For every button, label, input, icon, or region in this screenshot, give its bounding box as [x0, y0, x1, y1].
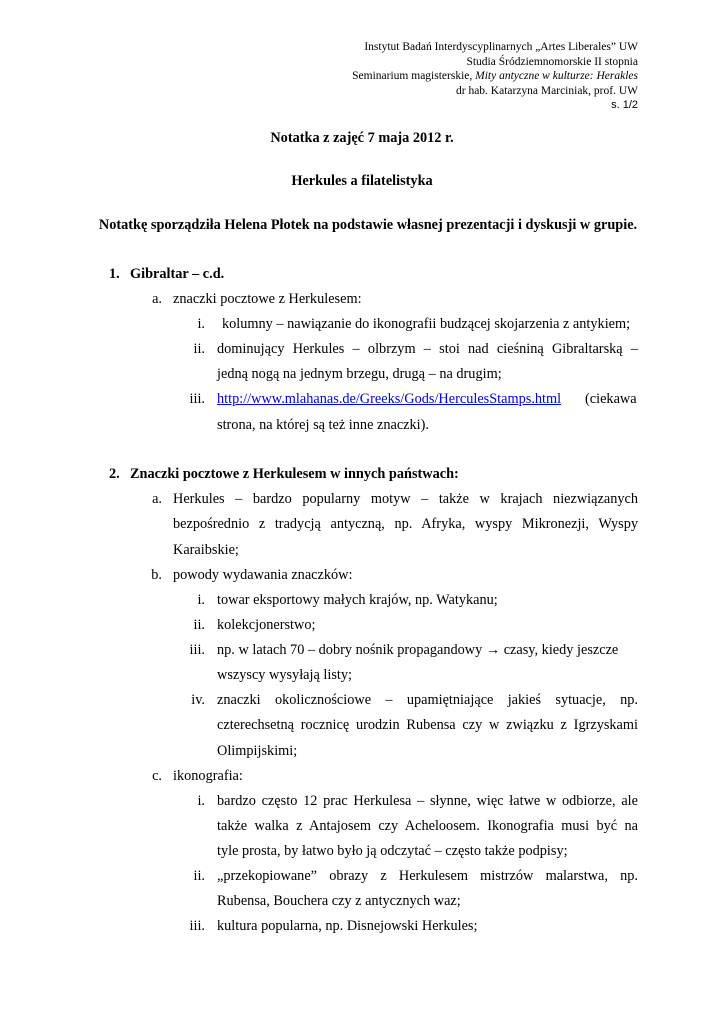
- author-line: Notatkę sporządziła Helena Płotek na podstawie własnej prezentacji i dyskusji w grupie.: [98, 217, 638, 233]
- s2-c-i-marker: i.: [197, 793, 205, 809]
- header-seminar-prefix: Seminarium magisterskie,: [352, 70, 476, 83]
- s2-c-i-line2: [217, 818, 638, 835]
- s1-i-text: kolumny – nawiązanie do ikonografii budzącej skojarzenia z antykiem;: [222, 316, 631, 332]
- topic-title: Herkules a filatelistyka: [291, 173, 433, 189]
- arrow-right-icon: →: [485, 642, 501, 658]
- section-1-title: Gibraltar – c.d.: [130, 266, 225, 282]
- section-1-heading: [109, 266, 224, 283]
- s1-iii-line2: strona, na której są też inne znaczki).: [217, 417, 429, 433]
- s2-b-ii-text: kolekcjonerstwo;: [217, 617, 316, 633]
- header-page-number: s. 1/2: [611, 99, 638, 112]
- s2-b-ii-marker: ii.: [193, 617, 205, 633]
- s2-b-iv-line1-text: znaczki okolicznościowe – upamiętniające jakieś sytuacje, np.: [217, 692, 638, 708]
- s2-b-iv-line1: [217, 692, 638, 709]
- s2-b-iii-marker: iii.: [189, 642, 205, 658]
- s1-ii-line1-text: dominujący Herkules – olbrzym – stoi nad cieśniną Gibraltarską –: [217, 341, 638, 357]
- s2-c-text: ikonografia:: [173, 768, 243, 784]
- header-seminar-title: Mity antyczne w kulturze: Herakles: [475, 70, 638, 83]
- s1-ii-line1: [217, 341, 638, 358]
- s2-c-i-line1-text: bardzo często 12 prac Herkulesa – słynne, więc łatwe w odbiorze, ale: [217, 793, 638, 809]
- note-title: Notatka z zajęć 7 maja 2012 r.: [270, 130, 454, 146]
- s1-a-text: znaczki pocztowe z Herkulesem:: [173, 291, 362, 307]
- s1-ii-marker: ii.: [193, 341, 205, 357]
- s2-b-marker: b.: [151, 567, 162, 583]
- s2-b-iii-line2: wszyscy wysyłają listy;: [217, 667, 353, 683]
- s2-b-text: powody wydawania znaczków:: [173, 567, 353, 583]
- header-institute: Instytut Badań Interdyscyplinarnych „Artes Liberales” UW: [364, 41, 638, 53]
- s1-a-marker: a.: [152, 291, 162, 307]
- s2-b-iv-line3: Olimpijskimi;: [217, 743, 298, 759]
- herculesstamps-link[interactable]: http://www.mlahanas.de/Greeks/Gods/HerculesStamps.html: [217, 391, 562, 407]
- s2-c-ii-line1: [217, 868, 638, 885]
- section-2-heading: [109, 466, 459, 483]
- header-seminar: [352, 69, 638, 84]
- s2-c-i-line1: [217, 793, 638, 810]
- s2-c-iii-text: kultura popularna, np. Disnejowski Herkules;: [217, 918, 478, 934]
- s2-a-line2-text: bezpośrednio z tradycją antyczną, np. Afryka, wyspy Mikronezji, Wyspy: [173, 516, 638, 532]
- s2-c-marker: c.: [152, 768, 162, 784]
- s2-a-marker: a.: [152, 491, 162, 507]
- s2-a-line2: [173, 516, 638, 533]
- s2-b-i-text: towar eksportowy małych krajów, np. Watykanu;: [217, 592, 498, 608]
- s2-a-line3: Karaibskie;: [173, 542, 239, 558]
- s1-iii-after: (ciekawa: [585, 391, 637, 407]
- s2-c-ii-line1-text: „przekopiowane” obrazy z Herkulesem mistrzów malarstwa, np.: [217, 868, 638, 884]
- section-2-number: 2.: [109, 466, 120, 482]
- s2-c-iii-marker: iii.: [189, 918, 205, 934]
- s2-b-i-marker: i.: [197, 592, 205, 608]
- s1-iii-link-line: [217, 391, 561, 408]
- header-studies: Studia Śródziemnomorskie II stopnia: [466, 55, 638, 68]
- s2-c-i-line3: tyle prosta, by łatwo było ją odczytać – często także podpisy;: [217, 843, 568, 859]
- s2-a-line1-text: Herkules – bardzo popularny motyw – także w krajach niezwiązanych: [173, 491, 638, 507]
- s2-c-ii-marker: ii.: [193, 868, 205, 884]
- s2-b-iii-line1-b: czasy, kiedy jeszcze: [503, 642, 619, 658]
- header-lecturer: dr hab. Katarzyna Marciniak, prof. UW: [455, 84, 638, 97]
- s2-b-iii-line1: [217, 642, 618, 659]
- s1-i-marker: i.: [197, 316, 205, 332]
- s2-b-iv-marker: iv.: [191, 692, 205, 708]
- s1-ii-line2: jedną nogą na jednym brzegu, drugą – na drugim;: [217, 366, 502, 382]
- s2-c-i-line2-text: także walka z Antajosem czy Acheloosem. Ikonografia musi być na: [217, 818, 638, 834]
- section-1-number: 1.: [109, 266, 120, 282]
- s1-iii-marker: iii.: [189, 391, 205, 407]
- document-header: [352, 40, 638, 113]
- s2-b-iv-line2-text: czterechsetną rocznicę urodzin Rubensa czy w związku z Igrzyskami: [217, 717, 638, 733]
- s2-c-ii-line2: Rubensa, Bouchera czy z antycznych waz;: [217, 893, 461, 909]
- section-2-title: Znaczki pocztowe z Herkulesem w innych państwach:: [130, 466, 459, 482]
- s2-b-iv-line2: [217, 717, 638, 734]
- s2-a-line1: [173, 491, 638, 508]
- s2-b-iii-line1-a: np. w latach 70 – dobry nośnik propagandowy: [217, 642, 483, 658]
